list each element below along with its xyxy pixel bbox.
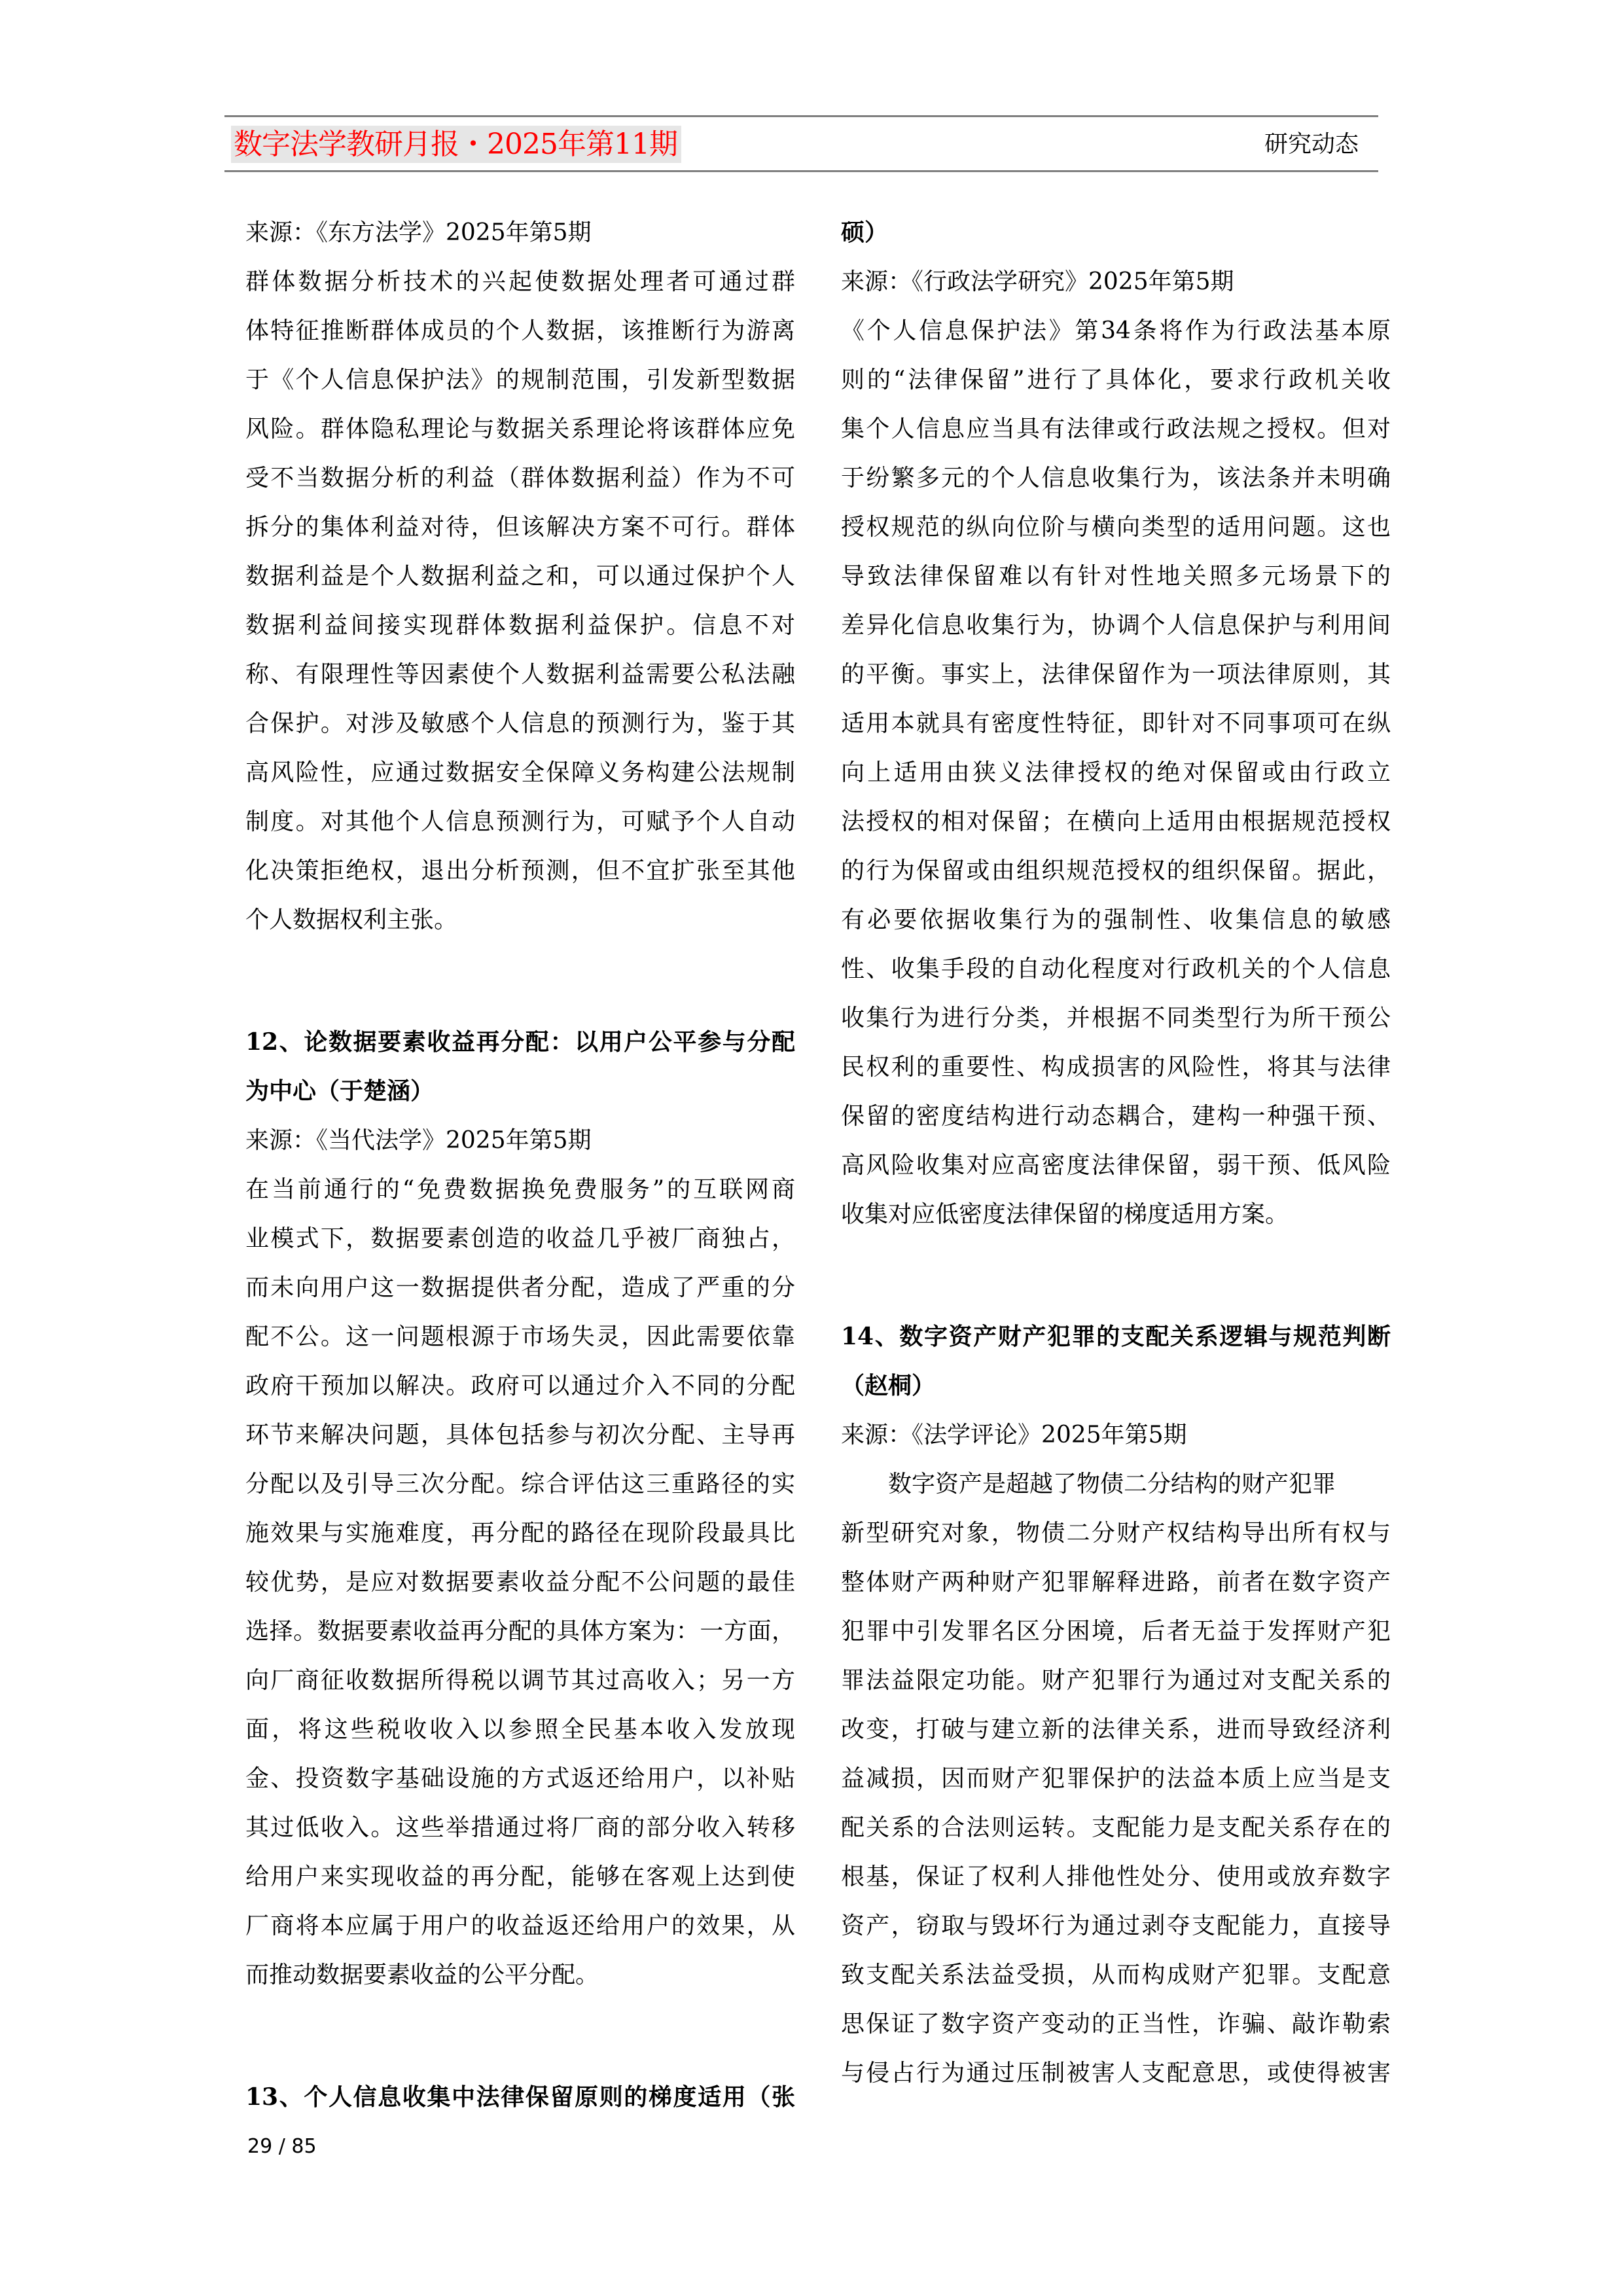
article-12 [245, 1018, 795, 2000]
body-line: 的平衡。事实上，法律保留作为一项法律原则，其 [841, 661, 1391, 688]
journal-title: 数字法学教研月报・2025年第11期 [231, 126, 681, 163]
article-13-title-start [245, 2073, 795, 2122]
article-abstract [245, 257, 795, 944]
body-line: 民权利的重要性、构成损害的风险性，将其与法律 [841, 1054, 1391, 1081]
body-line: 业模式下，数据要素创造的收益几乎被厂商独占， [245, 1225, 795, 1252]
body-line: 分配以及引导三次分配。综合评估这三重路径的实 [245, 1471, 795, 1498]
body-line: 新型研究对象，物债二分财产权结构导出所有权与 [841, 1520, 1391, 1547]
body-line: 思保证了数字资产变动的正当性，诈骗、敲诈勒索 [841, 2011, 1391, 2037]
article-source: 来源：《法学评论》2025年第5期 [841, 1422, 1187, 1448]
body-line: 整体财产两种财产犯罪解释进路，前者在数字资产 [841, 1569, 1391, 1596]
body-line: 而未向用户这一数据提供者分配，造成了严重的分 [245, 1274, 795, 1301]
body-line: 较优势，是应对数据要素收益分配不公问题的最佳 [245, 1569, 795, 1596]
body-line: 施效果与实施难度，再分配的路径在现阶段最具比 [245, 1520, 795, 1547]
article-abstract [841, 1460, 1391, 2098]
body-line: 根基，保证了权利人排他性处分、使用或放弃数字 [841, 1863, 1391, 1890]
section-label: 研究动态 [1264, 131, 1359, 158]
body-line: 资产，窃取与毁坏行为通过剥夺支配能力，直接导 [841, 1912, 1391, 1939]
body-line: 拆分的集体利益对待，但该解决方案不可行。群体 [245, 514, 795, 541]
body-line: 金、投资数字基础设施的方式返还给用户，以补贴 [245, 1765, 795, 1792]
body-line: 致支配关系法益受损，从而构成财产犯罪。支配意 [841, 1962, 1391, 1988]
body-line: 体特征推断群体成员的个人数据，该推断行为游离 [245, 317, 795, 344]
body-line: 配关系的合法则运转。支配能力是支配关系存在的 [841, 1814, 1391, 1841]
body-line: 收集对应低密度法律保留的梯度适用方案。 [841, 1201, 1289, 1228]
right-column [841, 208, 1391, 2098]
body-line: 环节来解决问题，具体包括参与初次分配、主导再 [245, 1422, 795, 1448]
body-line: 数据利益是个人数据利益之和，可以通过保护个人 [245, 563, 795, 590]
left-column [245, 208, 795, 2122]
article-abstract [841, 306, 1391, 1239]
body-line: 于《个人信息保护法》的规制范围，引发新型数据 [245, 367, 795, 393]
body-line: 向上适用由狭义法律授权的绝对保留或由行政立 [841, 759, 1391, 786]
body-line: 选择。数据要素收益再分配的具体方案为：一方面， [245, 1618, 795, 1645]
body-line: 面，将这些税收收入以参照全民基本收入发放现 [245, 1716, 795, 1743]
body-line: 在当前通行的“免费数据换免费服务”的互联网商 [245, 1176, 795, 1203]
body-line: 集个人信息应当具有法律或行政法规之授权。但对 [841, 416, 1391, 442]
body-line: 制度。对其他个人信息预测行为，可赋予个人自动 [245, 808, 795, 835]
article-abstract [245, 1165, 795, 2000]
body-line: 于纷繁多元的个人信息收集行为，该法条并未明确 [841, 465, 1391, 492]
body-line: 高风险性，应通过数据安全保障义务构建公法规制 [245, 759, 795, 786]
body-line: 的行为保留或由组织规范授权的组织保留。据此， [841, 857, 1391, 884]
body-line: 受不当数据分析的利益（群体数据利益）作为不可 [245, 465, 795, 492]
body-line: 犯罪中引发罪名区分困境，后者无益于发挥财产犯 [841, 1618, 1391, 1645]
body-line: 化决策拒绝权，退出分析预测，但不宜扩张至其他 [245, 857, 795, 884]
body-line: 而推动数据要素收益的公平分配。 [245, 1962, 599, 1988]
body-line: 导致法律保留难以有针对性地关照多元场景下的 [841, 563, 1391, 590]
article-14 [841, 1312, 1391, 2098]
article-title-line: 13、个人信息收集中法律保留原则的梯度适用（张 [245, 2083, 795, 2111]
article-title-line: 为中心（于楚涵） [245, 1077, 435, 1105]
body-line: 合保护。对涉及敏感个人信息的预测行为，鉴于其 [245, 710, 795, 737]
body-line: 改变，打破与建立新的法律关系，进而导致经济利 [841, 1716, 1391, 1743]
article-title-line: 硕） [841, 219, 889, 246]
body-line: 益减损，因而财产犯罪保护的法益本质上应当是支 [841, 1765, 1391, 1792]
body-line: 罪法益限定功能。财产犯罪行为通过对支配关系的 [841, 1667, 1391, 1694]
body-line: 高风险收集对应高密度法律保留，弱干预、低风险 [841, 1152, 1391, 1179]
body-line: 收集行为进行分类，并根据不同类型行为所干预公 [841, 1005, 1391, 1031]
body-line: 有必要依据收集行为的强制性、收集信息的敏感 [841, 906, 1391, 933]
body-line: 风险。群体隐私理论与数据关系理论将该群体应免 [245, 416, 795, 442]
body-line: 与侵占行为通过压制被害人支配意思，或使得被害 [841, 2060, 1391, 2087]
section-gap [245, 944, 795, 1018]
body-line: 数据利益间接实现群体数据利益保护。信息不对 [245, 612, 795, 639]
article-title-line: （赵桐） [841, 1372, 936, 1399]
header-top-rule [224, 115, 1378, 117]
body-line: 适用本就具有密度性特征，即针对不同事项可在纵 [841, 710, 1391, 737]
section-gap [841, 1239, 1391, 1312]
body-line: 群体数据分析技术的兴起使数据处理者可通过群 [245, 268, 795, 295]
section-gap [245, 2000, 795, 2073]
body-line: 性、收集手段的自动化程度对行政机关的个人信息 [841, 956, 1391, 982]
article-source: 来源：《东方法学》2025年第5期 [245, 219, 592, 246]
body-line: 《个人信息保护法》第34条将作为行政法基本原 [841, 317, 1391, 344]
body-line: 法授权的相对保留；在横向上适用由根据规范授权 [841, 808, 1391, 835]
body-line: 其过低收入。这些举措通过将厂商的部分收入转移 [245, 1814, 795, 1841]
body-line: 个人数据权利主张。 [245, 906, 458, 933]
running-header [224, 115, 1378, 173]
body-line: 差异化信息收集行为，协调个人信息保护与利用间 [841, 612, 1391, 639]
body-line: 授权规范的纵向位阶与横向类型的适用问题。这也 [841, 514, 1391, 541]
body-line: 向厂商征收数据所得税以调节其过高收入；另一方 [245, 1667, 795, 1694]
body-line: 给用户来实现收益的再分配，能够在客观上达到使 [245, 1863, 795, 1890]
header-bottom-rule [224, 170, 1378, 172]
article-13 [841, 208, 1391, 1239]
body-line: 配不公。这一问题根源于市场失灵，因此需要依靠 [245, 1323, 795, 1350]
article-title-line: 14、数字资产财产犯罪的支配关系逻辑与规范判断 [841, 1323, 1391, 1350]
body-line: 保留的密度结构进行动态耦合，建构一种强干预、 [841, 1103, 1391, 1130]
body-line: 政府干预加以解决。政府可以通过介入不同的分配 [245, 1372, 795, 1399]
body-line: 厂商将本应属于用户的收益返还给用户的效果，从 [245, 1912, 795, 1939]
page-number: 29 / 85 [247, 2135, 317, 2158]
body-line: 称、有限理性等因素使个人数据利益需要公私法融 [245, 661, 795, 688]
article-source: 来源：《行政法学研究》2025年第5期 [841, 268, 1234, 295]
article-11-tail [245, 208, 795, 944]
body-line: 数字资产是超越了物债二分结构的财产犯罪 [888, 1471, 1336, 1498]
article-source: 来源：《当代法学》2025年第5期 [245, 1127, 592, 1154]
article-title-line: 12、论数据要素收益再分配：以用户公平参与分配 [245, 1028, 795, 1056]
body-line: 则的“法律保留”进行了具体化，要求行政机关收 [841, 367, 1391, 393]
